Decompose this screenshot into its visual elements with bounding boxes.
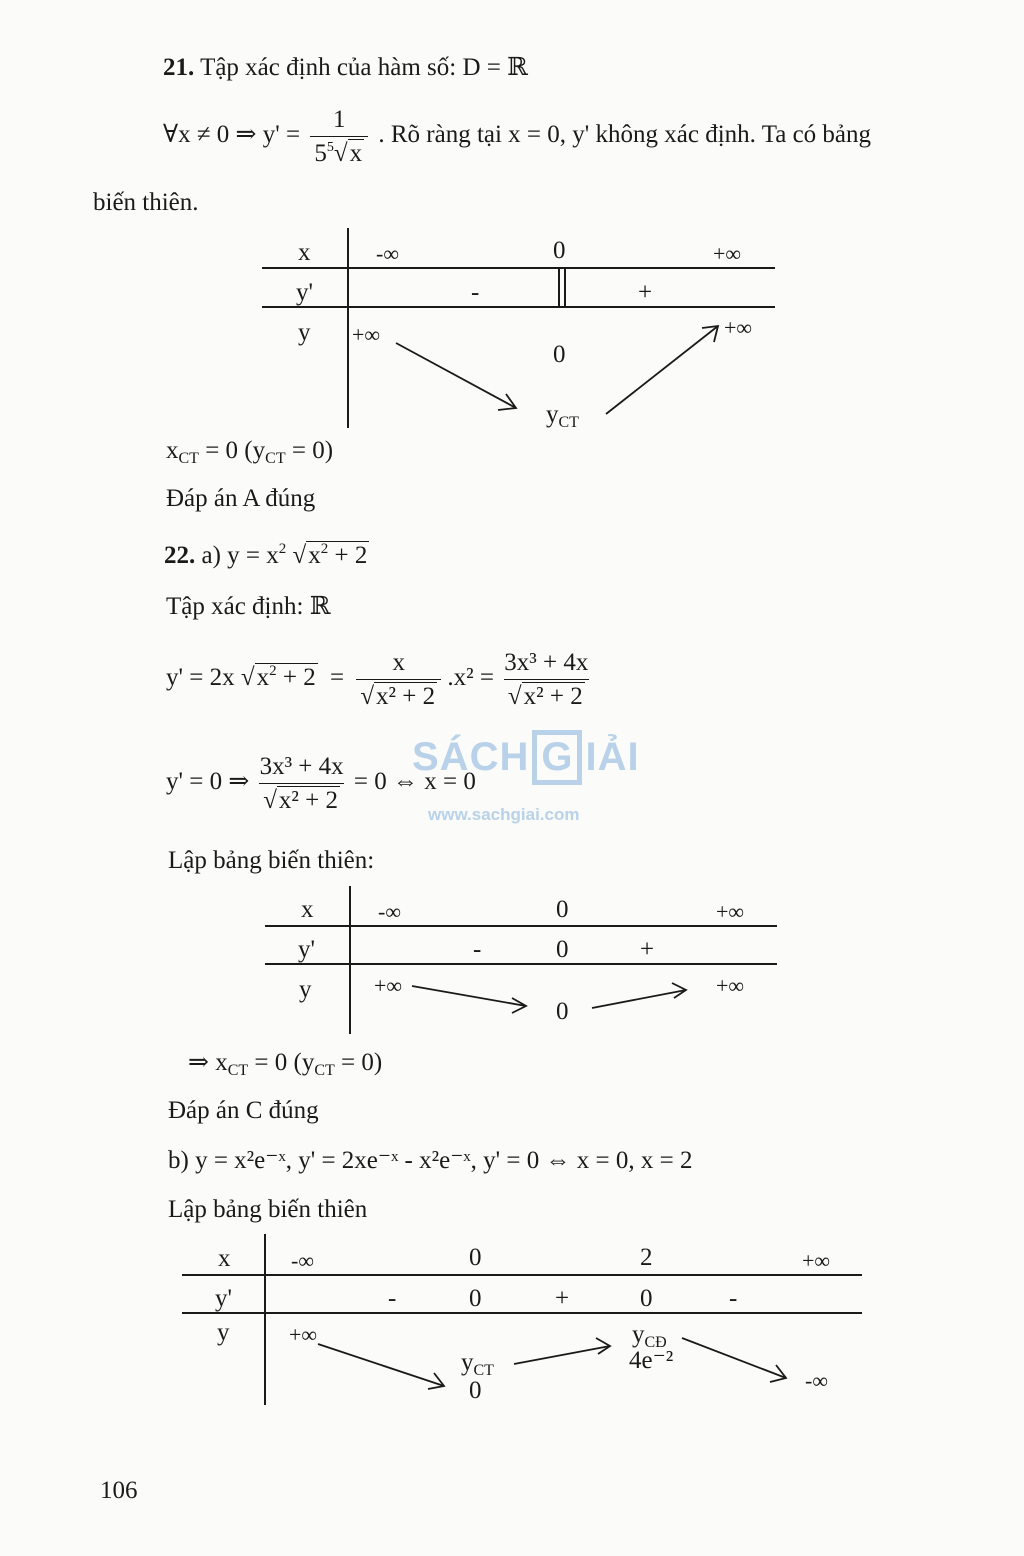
table1-y-zero: 0 [553,341,566,368]
table3-x-two: 2 [640,1244,653,1271]
p22-deriv-frac1: $\frac{x}{\text{√x² + 2}}$ [356,650,441,709]
table3-yct-value: 0 [469,1377,482,1404]
table2-x-plus-inf: +∞ [716,899,745,924]
p22-domain: Tập xác định: ℝ [166,593,331,620]
table1-yct: $y_{CT}$ [546,401,579,431]
table3-ycd: $y_{CĐ}$ [632,1321,667,1351]
p22-table-heading: Lập bảng biến thiên: [168,847,375,874]
table1-y-end: +∞ [724,315,753,340]
table3-x-label: x [218,1245,231,1272]
p22-answer: Đáp án C đúng [168,1097,319,1124]
table1-x-plus-inf: +∞ [713,241,742,266]
table3-y-end: -∞ [805,1368,829,1393]
table3-yp-label: y' [215,1285,233,1312]
p22-conclusion: ⇒ $x_{CT} = 0$ $(y_{CT} = 0)$ [188,1049,383,1079]
table1-x-label: x [298,239,311,266]
table1-yp-minus: - [471,279,480,306]
p21-fraction: $\frac{1}{5^5√x}$ [310,107,368,166]
watermark-logo: SÁCH G IẢI [412,730,640,785]
p22-deriv-frac2: $\frac{\text{3x³ + 4x}}{\text{√x² + 2}}$ [504,649,589,710]
page-number: 106 [100,1477,138,1504]
table3-ycd-value: 4e⁻² [629,1347,674,1374]
table1-y-label: y [298,319,311,346]
table2-arrows [412,983,686,1013]
table2-x-zero: 0 [556,896,569,923]
table2-grid [265,886,777,1034]
p21-title-line: 21. Tập xác định của hàm số: D = ℝ [163,54,528,81]
table3-grid [182,1234,862,1405]
table3-x-plus-inf: +∞ [802,1248,831,1273]
table1-y-start: +∞ [352,322,381,347]
table3-yp-minus-2: - [729,1285,738,1312]
watermark-url: www.sachgiai.com [428,805,580,824]
p22b-line: b) y = x²e⁻ˣ, y' = 2xe⁻ˣ - x²e⁻ˣ, y' = 0 ⇔ x = 0, x = 2 [168,1147,693,1174]
table1-x-minus-inf: -∞ [376,241,400,266]
p21-line3: biến thiên. [93,189,199,216]
table3-yct: $y_{CT}$ [461,1349,494,1379]
table2-y-start: +∞ [374,973,403,998]
table2-x-minus-inf: -∞ [378,899,402,924]
table3-x-zero: 0 [469,1244,482,1271]
table2-yp-label: y' [298,936,316,963]
p22a-function: 22. a) $y = x^2$ $√x^2 + 2$ [164,541,368,569]
table1-yp-plus: + [638,279,653,306]
table3-y-label: y [217,1319,230,1346]
table2-y-end: +∞ [716,973,745,998]
p22-zero-frac: $\frac{\text{3x³ + 4x}}{\text{√x² + 2}}$ [259,753,344,814]
table3-arrows [318,1338,786,1389]
table1-x-zero: 0 [553,237,566,264]
p21-conclusion: $x_{CT} = 0$ $(y_{CT} = 0)$ [166,437,334,467]
table2-yp-plus: + [640,936,655,963]
table3-y-start: +∞ [289,1322,318,1347]
p21-derivative-line: ∀x ≠ 0 ⇒ y' = $\frac{1}{5^5√x}$ . Rõ ràng tại x = 0, y' không xác định. Ta có bảng [163,106,872,167]
table2-x-label: x [301,896,314,923]
table2-y-label: y [299,976,312,1003]
table3-yp-plus: + [555,1285,570,1312]
table3-x-minus-inf: -∞ [291,1248,315,1273]
table3-yp-zero-2: 0 [640,1285,653,1312]
table2-yp-minus: - [473,936,482,963]
table2-yp-zero: 0 [556,936,569,963]
table1-yp-label: y' [296,279,314,306]
p22b-heading: Lập bảng biến thiên [168,1196,368,1223]
table2-y-zero: 0 [556,998,569,1025]
p22-zero-eq: y' = 0 ⇒ $\frac{\text{3x³ + 4x}}{\text{√x² + 2}}$ = 0 ⇔ x = 0 [166,753,476,814]
p21-answer: Đáp án A đúng [166,485,316,512]
table3-yp-zero-1: 0 [469,1285,482,1312]
table1-grid [262,228,775,431]
table3-yp-minus-1: - [388,1285,397,1312]
p22-derivative: y' = 2x $√x^2 + 2$ = $\frac{x}{\text{√x² + 2}}$ .x² = $\frac{\text{3x³ + 4x}}{\text{√x² + 2}}$ [166,650,592,709]
